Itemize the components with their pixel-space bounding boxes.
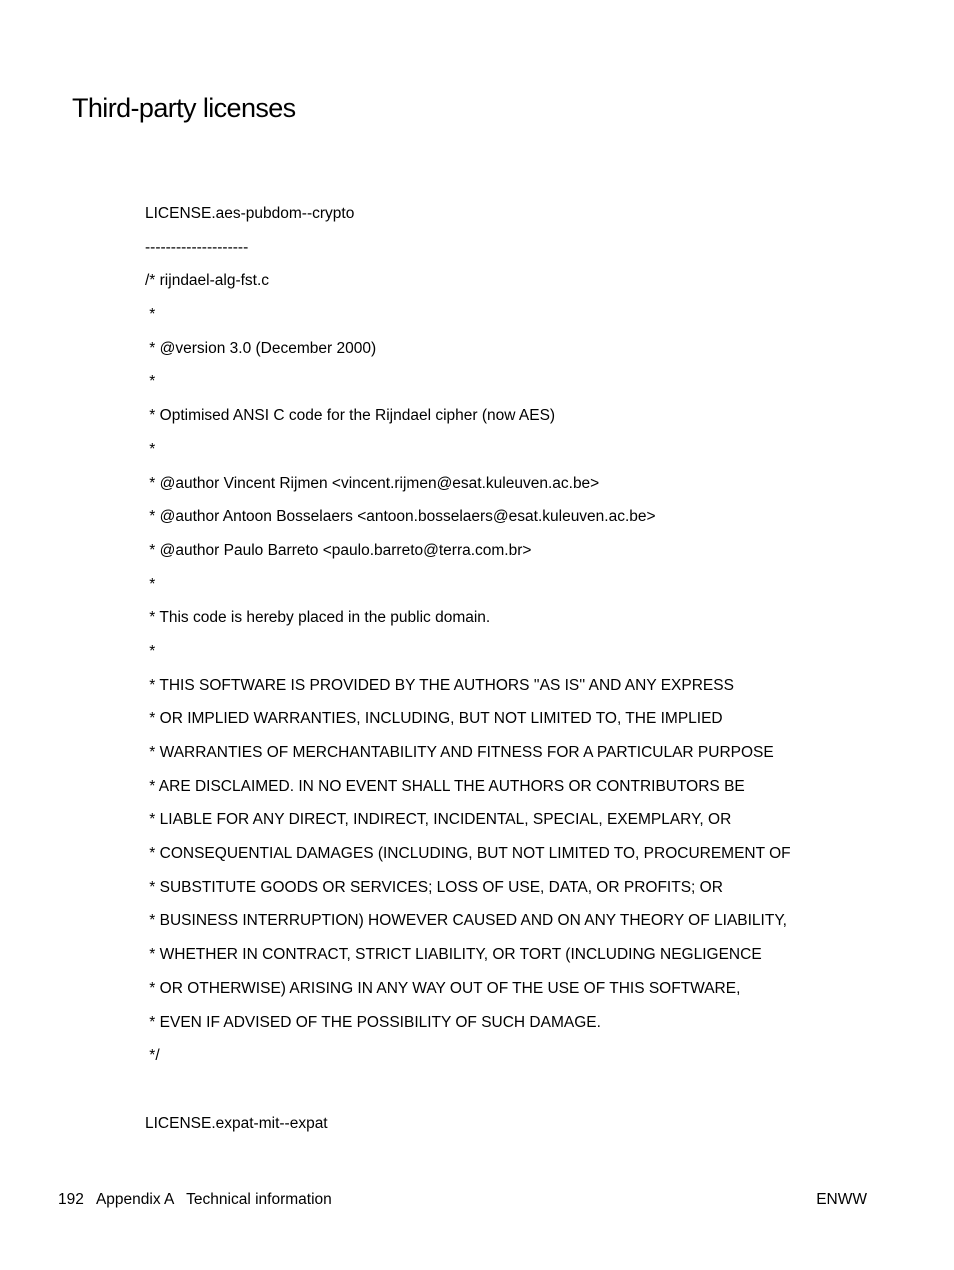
page-number: 192 bbox=[58, 1191, 84, 1208]
license-line: * bbox=[145, 306, 156, 324]
license-line: * CONSEQUENTIAL DAMAGES (INCLUDING, BUT NOT LIMITED TO, PROCUREMENT OF bbox=[145, 845, 791, 863]
footer-left bbox=[58, 1190, 332, 1210]
license-line: * OR IMPLIED WARRANTIES, INCLUDING, BUT NOT LIMITED TO, THE IMPLIED bbox=[145, 710, 723, 728]
footer-section: Appendix A Technical information bbox=[95, 1191, 332, 1208]
license-line: * ARE DISCLAIMED. IN NO EVENT SHALL THE AUTHORS OR CONTRIBUTORS BE bbox=[145, 777, 745, 795]
blank-line bbox=[145, 1080, 925, 1114]
license-line: * EVEN IF ADVISED OF THE POSSIBILITY OF SUCH DAMAGE. bbox=[145, 1013, 601, 1031]
page-title: Third-party licenses bbox=[72, 93, 296, 123]
license-line: * @author Antoon Bosselaers <antoon.bosselaers@esat.kuleuven.ac.be> bbox=[145, 508, 656, 526]
license-line: * bbox=[145, 575, 156, 593]
footer-right: ENWW bbox=[816, 1191, 867, 1208]
license-line: * BUSINESS INTERRUPTION) HOWEVER CAUSED AND ON ANY THEORY OF LIABILITY, bbox=[145, 912, 787, 930]
license-separator: -------------------- bbox=[145, 238, 249, 256]
license-line: * bbox=[145, 373, 156, 391]
license-line: * bbox=[145, 440, 156, 458]
license-line: * Optimised ANSI C code for the Rijndael cipher (now AES) bbox=[145, 407, 556, 425]
license-line: */ bbox=[145, 1047, 160, 1065]
license-line: * THIS SOFTWARE IS PROVIDED BY THE AUTHORS ''AS IS'' AND ANY EXPRESS bbox=[145, 676, 734, 694]
license-line: * SUBSTITUTE GOODS OR SERVICES; LOSS OF USE, DATA, OR PROFITS; OR bbox=[145, 878, 723, 896]
license-line: * This code is hereby placed in the public domain. bbox=[145, 609, 491, 627]
license-line: /* rijndael-alg-fst.c bbox=[145, 272, 270, 290]
license-line: * @author Paulo Barreto <paulo.barreto@terra.com.br> bbox=[145, 541, 532, 559]
next-license-heading: LICENSE.expat-mit--expat bbox=[145, 1114, 328, 1132]
license-heading: LICENSE.aes-pubdom--crypto bbox=[145, 205, 355, 222]
license-line: * LIABLE FOR ANY DIRECT, INDIRECT, INCIDENTAL, SPECIAL, EXEMPLARY, OR bbox=[145, 811, 732, 829]
license-line: * @version 3.0 (December 2000) bbox=[145, 339, 377, 357]
license-line: * bbox=[145, 642, 156, 660]
license-line: * @author Vincent Rijmen <vincent.rijmen@esat.kuleuven.ac.be> bbox=[145, 474, 600, 492]
license-line: * OR OTHERWISE) ARISING IN ANY WAY OUT OF THE USE OF THIS SOFTWARE, bbox=[145, 979, 741, 997]
license-body bbox=[145, 204, 925, 1147]
license-line: * WHETHER IN CONTRACT, STRICT LIABILITY, OR TORT (INCLUDING NEGLIGENCE bbox=[145, 946, 762, 964]
license-line: * WARRANTIES OF MERCHANTABILITY AND FITNESS FOR A PARTICULAR PURPOSE bbox=[145, 744, 774, 761]
